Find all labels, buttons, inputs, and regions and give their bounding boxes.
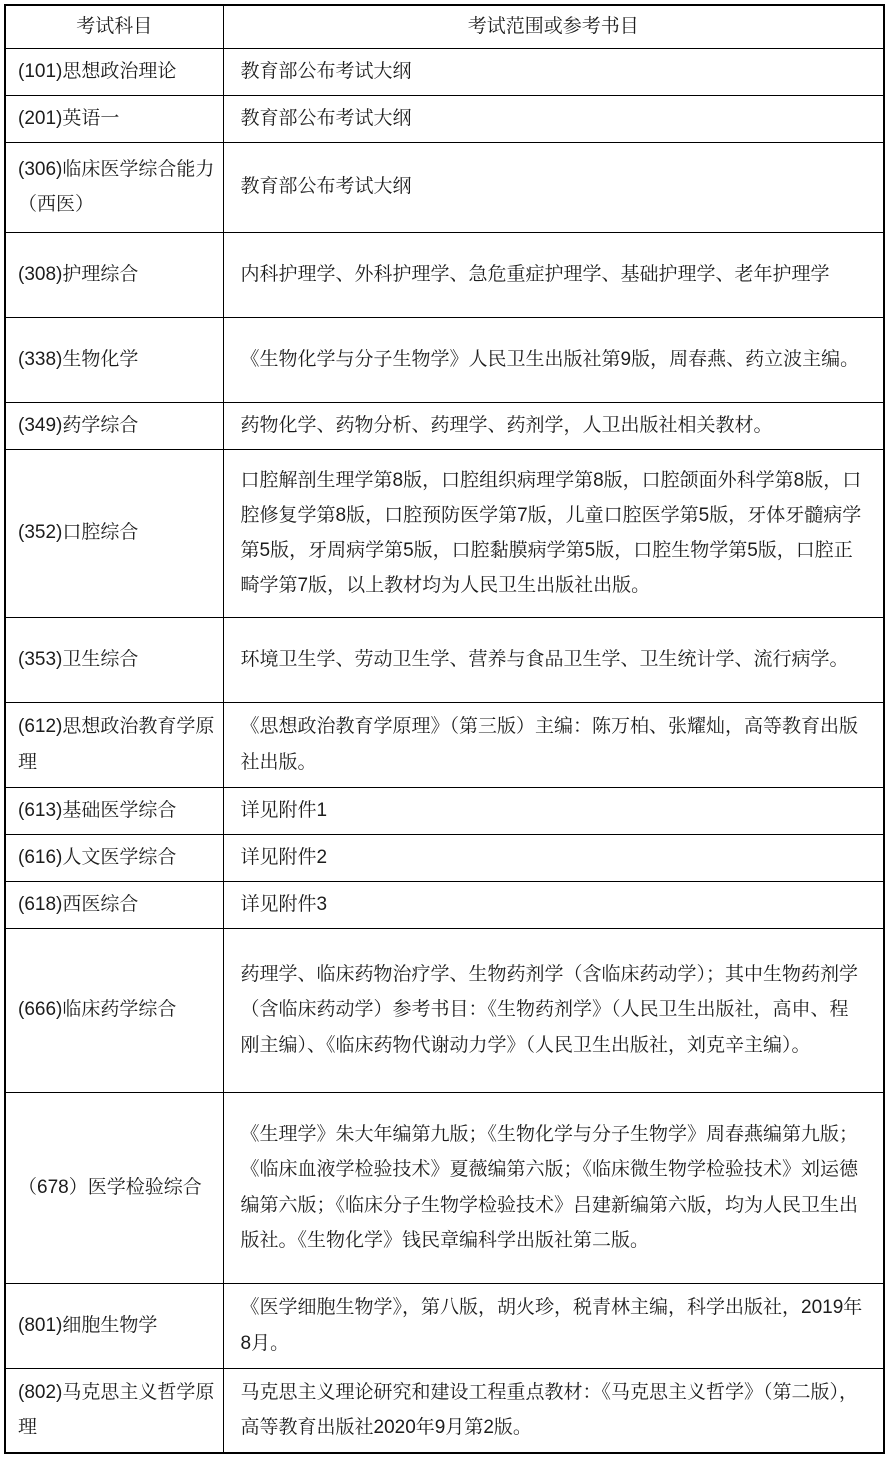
subject-cell: (306)临床医学综合能力（西医） [5,142,223,232]
subject-cell: (801)细胞生物学 [5,1283,223,1368]
table-row [5,881,884,928]
table-row [5,142,884,232]
subject-cell: (338)生物化学 [5,317,223,402]
subject-cell: (616)人文医学综合 [5,834,223,881]
scope-cell: 教育部公布考试大纲 [223,95,884,142]
subject-cell: (353)卫生综合 [5,617,223,702]
exam-subjects-table [4,4,885,1454]
subject-cell: (802)马克思主义哲学原理 [5,1368,223,1453]
table-row [5,402,884,449]
scope-cell: 《生物化学与分子生物学》人民卫生出版社第9版，周春燕、药立波主编。 [223,317,884,402]
scope-cell: 详见附件3 [223,881,884,928]
subject-cell: （678）医学检验综合 [5,1092,223,1283]
table-row [5,1283,884,1368]
scope-cell: 教育部公布考试大纲 [223,142,884,232]
column-header-exam-subject: 考试科目 [5,5,223,48]
column-header-exam-scope: 考试范围或参考书目 [223,5,884,48]
table-row [5,95,884,142]
table-row [5,702,884,787]
header-row [5,5,884,48]
subject-cell: (349)药学综合 [5,402,223,449]
subject-cell: (613)基础医学综合 [5,787,223,834]
scope-cell: 《医学细胞生物学》，第八版，胡火珍，税青林主编，科学出版社，2019年8月。 [223,1283,884,1368]
table-row [5,834,884,881]
scope-cell: 口腔解剖生理学第8版，口腔组织病理学第8版，口腔颌面外科学第8版，口腔修复学第8版，口腔预防医学第7版，儿童口腔医学第5版，牙体牙髓病学第5版，牙周病学第5版，口腔黏膜病学第5版，口腔生物学第5版，口腔正畸学第7版，以上教材均为人民卫生出版社出版。 [223,449,884,617]
scope-cell: 环境卫生学、劳动卫生学、营养与食品卫生学、卫生统计学、流行病学。 [223,617,884,702]
scope-cell: 药理学、临床药物治疗学、生物药剂学（含临床药动学）；其中生物药剂学（含临床药动学）参考书目：《生物药剂学》（人民卫生出版社，高申、程刚主编）、《临床药物代谢动力学》（人民卫生出版社，刘克辛主编）。 [223,928,884,1092]
subject-cell: (618)西医综合 [5,881,223,928]
subject-cell: (352)口腔综合 [5,449,223,617]
scope-cell: 内科护理学、外科护理学、急危重症护理学、基础护理学、老年护理学 [223,232,884,317]
table-row [5,787,884,834]
scope-cell: 教育部公布考试大纲 [223,48,884,95]
table-row [5,617,884,702]
subject-cell: (666)临床药学综合 [5,928,223,1092]
scope-cell: 《生理学》朱大年编第九版；《生物化学与分子生物学》周春燕编第九版；《临床血液学检验技术》夏薇编第六版；《临床微生物学检验技术》刘运德编第六版；《临床分子生物学检验技术》吕建新编第六版，均为人民卫生出版社。《生物化学》钱民章编科学出版社第二版。 [223,1092,884,1283]
scope-cell: 马克思主义理论研究和建设工程重点教材：《马克思主义哲学》（第二版），高等教育出版社2020年9月第2版。 [223,1368,884,1453]
table-row [5,317,884,402]
subject-cell: (101)思想政治理论 [5,48,223,95]
scope-cell: 详见附件1 [223,787,884,834]
scope-cell: 详见附件2 [223,834,884,881]
subject-cell: (308)护理综合 [5,232,223,317]
subject-cell: (612)思想政治教育学原理 [5,702,223,787]
table-row [5,1092,884,1283]
subject-cell: (201)英语一 [5,95,223,142]
table-row [5,232,884,317]
table-row [5,449,884,617]
table-row [5,1368,884,1453]
table-row [5,48,884,95]
scope-cell: 药物化学、药物分析、药理学、药剂学，人卫出版社相关教材。 [223,402,884,449]
scope-cell: 《思想政治教育学原理》（第三版）主编：陈万柏、张耀灿，高等教育出版社出版。 [223,702,884,787]
table-row [5,928,884,1092]
